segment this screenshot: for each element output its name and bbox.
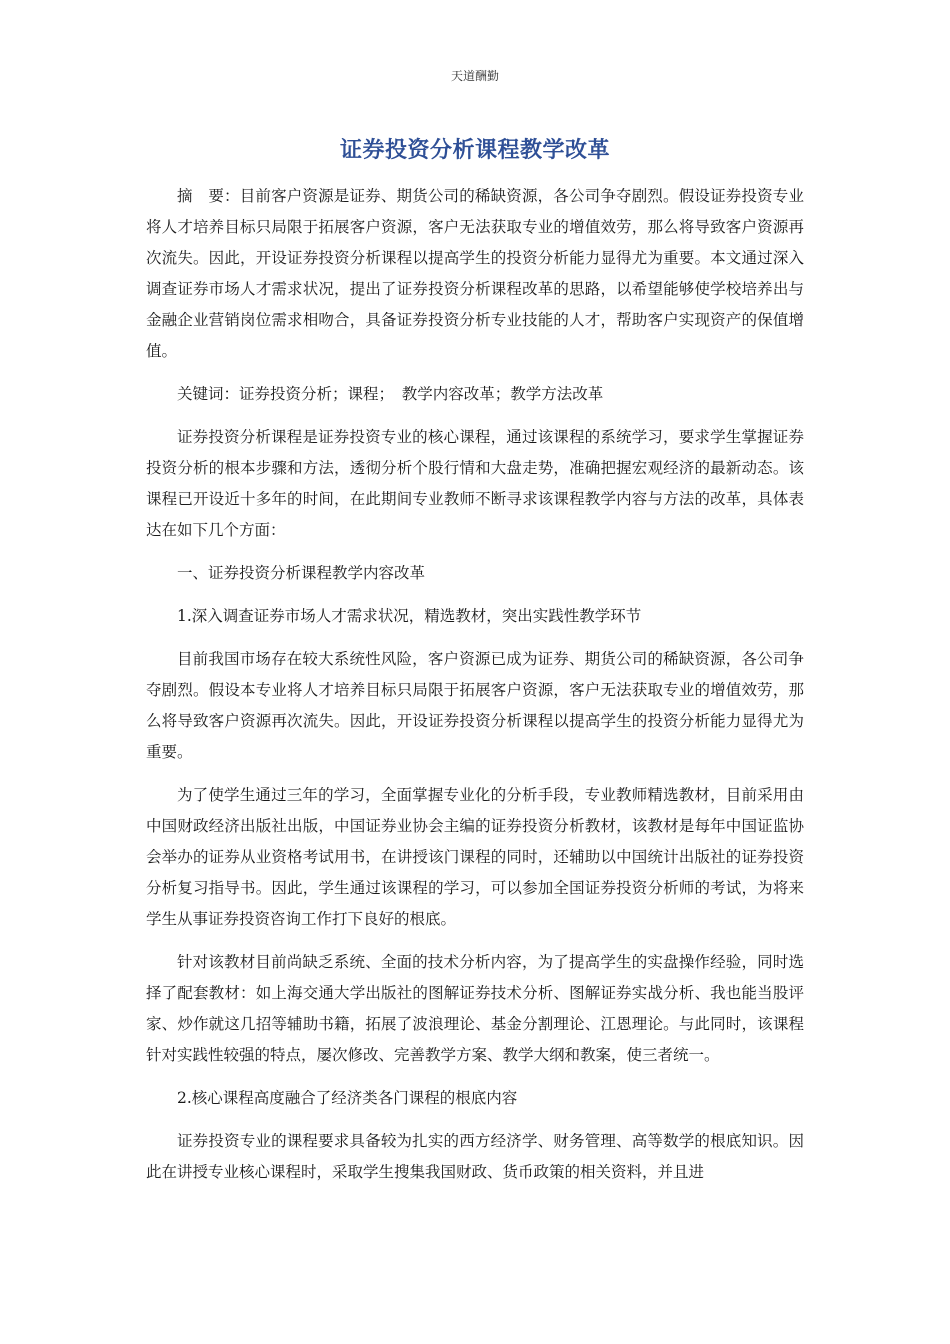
abstract-paragraph: 摘 要：目前客户资源是证券、期货公司的稀缺资源，各公司争夺剧烈。假设证券投资专业将人才培养目标只局限于拓展客户资源，客户无法获取专业的增值效劳，那么将导致客户资源再次流失。因此，开设证券投资分析课程以提高学生的投资分析能力显得尤为重要。本文通过深入调查证券市场人才需求状况，提出了证券投资分析课程改革的思路，以希望能够使学校培养出与金融企业营销岗位需求相吻合，具备证券投资分析专业技能的人才，帮助客户实现资产的保值增值。 (146, 187, 804, 360)
intro-paragraph: 证券投资分析课程是证券投资专业的核心课程，通过该课程的系统学习，要求学生掌握证券投资分析的根本步骤和方法，透彻分析个股行情和大盘走势，准确把握宏观经济的最新动态。该课程已开设近十多年的时间，在此期间专业教师不断寻求该课程教学内容与方法的改革，具体表达在如下几个方面： (146, 428, 804, 539)
body-paragraph: 针对该教材目前尚缺乏系统、全面的技术分析内容，为了提高学生的实盘操作经验，同时选择了配套教材：如上海交通大学出版社的图解证券技术分析、图解证券实战分析、我也能当股评家、炒作就这几招等辅助书籍，拓展了波浪理论、基金分割理论、江恩理论。与此同时，该课程针对实践性较强的特点，屡次修改、完善教学方案、教学大纲和教案，使三者统一。 (146, 953, 804, 1064)
page-header-mark: 天道酬勤 (450, 69, 499, 83)
body-paragraph: 证券投资专业的课程要求具备较为扎实的西方经济学、财务管理、高等数学的根底知识。因此在讲授专业核心课程时，采取学生搜集我国财政、货币政策的相关资料，并且进 (146, 1132, 804, 1181)
keywords-paragraph: 关键词：证券投资分析；课程； 教学内容改革；教学方法改革 (177, 385, 604, 403)
body-paragraph: 目前我国市场存在较大系统性风险，客户资源已成为证券、期货公司的稀缺资源，各公司争夺剧烈。假设本专业将人才培养目标只局限于拓展客户资源，客户无法获取专业的增值效劳，那么将导致客户资源再次流失。因此，开设证券投资分析课程以提高学生的投资分析能力显得尤为重要。 (146, 650, 804, 761)
body-paragraph: 为了使学生通过三年的学习，全面掌握专业化的分析手段，专业教师精选教材，目前采用由中国财政经济出版社出版，中国证券业协会主编的证券投资分析教材，该教材是每年中国证监协会举办的证券从业资格考试用书，在讲授该门课程的同时，还辅助以中国统计出版社的证券投资分析复习指导书。因此，学生通过该课程的学习，可以参加全国证券投资分析师的考试，为将来学生从事证券投资咨询工作打下良好的根底。 (146, 786, 804, 928)
document-title: 证券投资分析课程教学改革 (339, 138, 610, 163)
subsection-heading-1: 1.深入调查证券市场人才需求状况，精选教材，突出实践性教学环节 (177, 607, 642, 625)
document-body (146, 181, 804, 1188)
subsection-heading-2: 2.核心课程高度融合了经济类各门课程的根底内容 (177, 1089, 518, 1107)
section-heading-1: 一、证券投资分析课程教学内容改革 (177, 564, 426, 582)
